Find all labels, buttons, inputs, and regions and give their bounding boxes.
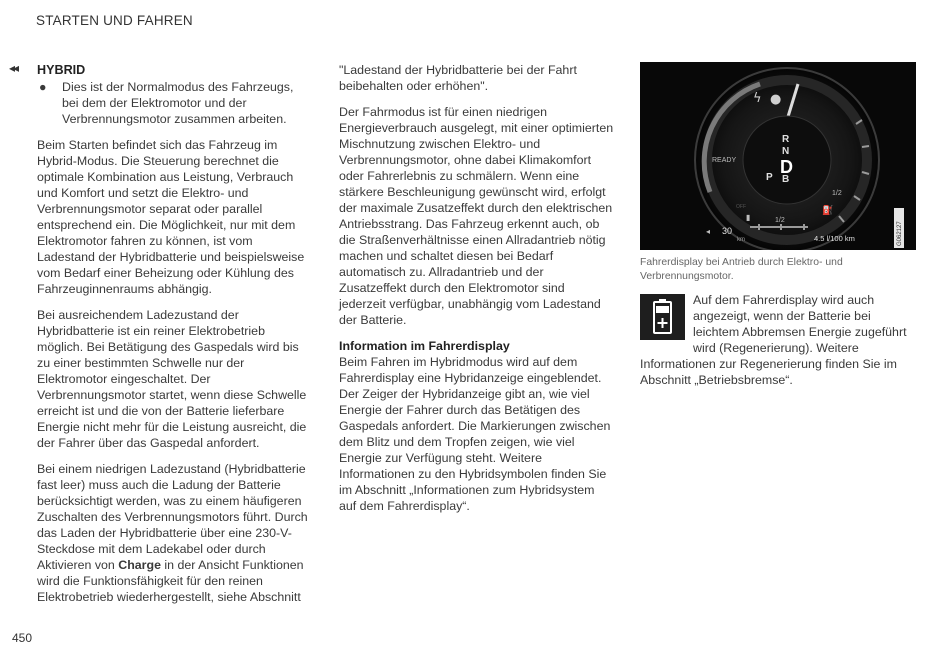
battery-mini-icon: ▮ xyxy=(746,213,751,222)
gear-r: R xyxy=(782,134,790,145)
section-subheading: Information im Fahrerdisplay xyxy=(339,339,510,353)
eco-mark: OFF xyxy=(736,204,746,210)
bullet-text: Dies ist der Normalmodus des Fahrzeugs, bei dem der Elektromotor und der Verbrennungsmotor zusammen arbeiten. xyxy=(62,80,294,126)
lightning-icon: ϟ xyxy=(753,91,762,106)
paragraph: Bei ausreichendem Ladezustand der Hybridbatterie ist ein reiner Elektrobetrieb möglich. Bei Betätigung des Gaspedals wird bis zu einer bestimmten Schwelle nur der Elektromotor eingeschaltet. Der Verbrennungsmotor startet, wenn diese Schwelle erreicht ist und die von der Batterie lieferbare Energie nicht mehr für die Leistung ausreicht, die der Fahrer über das Gaspedal anfordert. xyxy=(37,308,307,450)
driver-display-image xyxy=(640,62,916,250)
page-number: 450 xyxy=(12,631,33,645)
note-text: Auf dem Fahrerdisplay wird auch angezeigt, wenn der Batterie bei leichtem Abbremsen Energie zugeführt wird (Regenerierung). Weitere Informationen zur Regenerierung finden Sie im Abschnitt „Betriebsbremse“. xyxy=(640,293,907,387)
paragraph-text: in der Ansicht Funktionen wird die Funktionsfähigkeit für den reinen Elektrobetrieb wiederhergestellt, siehe Abschnitt xyxy=(37,558,304,604)
list-item xyxy=(37,79,313,127)
paragraph xyxy=(37,461,313,605)
battery-charge-icon xyxy=(640,294,685,340)
fuel-half-right: 1/2 xyxy=(832,190,842,197)
note-block xyxy=(640,292,916,388)
hybrid-heading: HYBRID xyxy=(37,63,86,77)
column-right xyxy=(640,62,916,398)
speed-value: 30 xyxy=(722,226,733,236)
consumption-value: 4.5 l/100 km xyxy=(814,234,855,243)
ready-label: READY xyxy=(712,157,737,164)
paragraph-text: Bei einem niedrigen Ladezustand (Hybridbatterie fast leer) muss auch die Ladung der Batterie berücksichtigt werden, was zu einem häufigeren Zuschalten des Verbrennungsmotors führt. Durch das Laden der Hybridbatterie über eine 230-V-Steckdose mit dem Ladekabel oder durch Aktivieren von xyxy=(37,462,308,572)
column-middle xyxy=(339,62,614,524)
speed-unit: km xyxy=(737,237,745,243)
drop-icon: ● xyxy=(770,92,782,107)
bullet-icon: ● xyxy=(39,80,47,94)
gear-p: P xyxy=(766,172,773,183)
continue-arrows-icon: ◂◂ xyxy=(9,61,18,75)
charge-label: Charge xyxy=(118,558,161,572)
arrow-left-icon: ◂ xyxy=(706,227,711,236)
paragraph: Beim Fahren im Hybridmodus wird auf dem Fahrerdisplay eine Hybridanzeige eingeblendet. Der Zeiger der Hybridanzeige gibt an, wie viel Energie der Fahrer durch das Betätigen des Gaspedals anfordert. Die Markierungen zwischen dem Blitz und dem Tropfen zeigen, wie viel Energie zur Verfügung steht. Weitere Informationen zu den Hybridsymbolen finden Sie im Abschnitt „Informationen zum Hybridsystem auf dem Fahrerdisplay“. xyxy=(339,355,611,513)
paragraph: Der Fahrmodus ist für einen niedrigen Energieverbrauch ausgelegt, mit einer optimierten Mischnutzung zwischen Elektro- und Verbrennungsmotor, ohne dabei Klimakomfort oder Fahrerlebnis zu schmälern. Wenn eine stärkere Beschleunigung gewünscht wird, erfolgt der maximale Zusatzeffekt durch den elektrischen Antriebsstrang. Das Fahrzeug erkennt auch, ob die Straßenverhältnisse einen Allradantrieb nötig machen und schaltet diesen bei Bedarf automatisch zu. Allradantrieb und der Zusatzeffekt durch den Elektromotor sind jederzeit verfügbar, unabhängig vom Ladestand der Batterie. xyxy=(339,105,614,327)
image-code: G062127 xyxy=(897,221,903,246)
driver-display-graphic xyxy=(640,62,916,250)
section-title: STARTEN UND FAHREN xyxy=(36,13,193,28)
figure-caption: Fahrerdisplay bei Antrieb durch Elektro- und Verbrennungsmotor. xyxy=(640,257,843,282)
paragraph: "Ladestand der Hybridbatterie bei der Fahrt beibehalten oder erhöhen". xyxy=(339,63,577,93)
column-left xyxy=(37,62,313,615)
gear-n: N xyxy=(782,146,790,157)
fuel-pump-icon: ⛽ xyxy=(822,206,834,216)
gear-b: B xyxy=(782,174,790,185)
gear-d: D xyxy=(780,157,793,177)
paragraph: Beim Starten befindet sich das Fahrzeug im Hybrid-Modus. Die Steuerung berechnet die optimale Kombination aus Leistung, Verbrauch und Komfort und setzt die Elektro- und Verbrennungsmotor separat oder parallel entsprechend ein. Die Möglichkeit, nur mit dem Elektromotor fahren zu können, ist vom Ladestand der Hybridbatterie und beispielsweise vom Bedarf einer Beheizung oder Kühlung des Fahrzeuginnenraums abhängig. xyxy=(37,138,305,296)
fuel-half-left: 1/2 xyxy=(775,217,785,224)
